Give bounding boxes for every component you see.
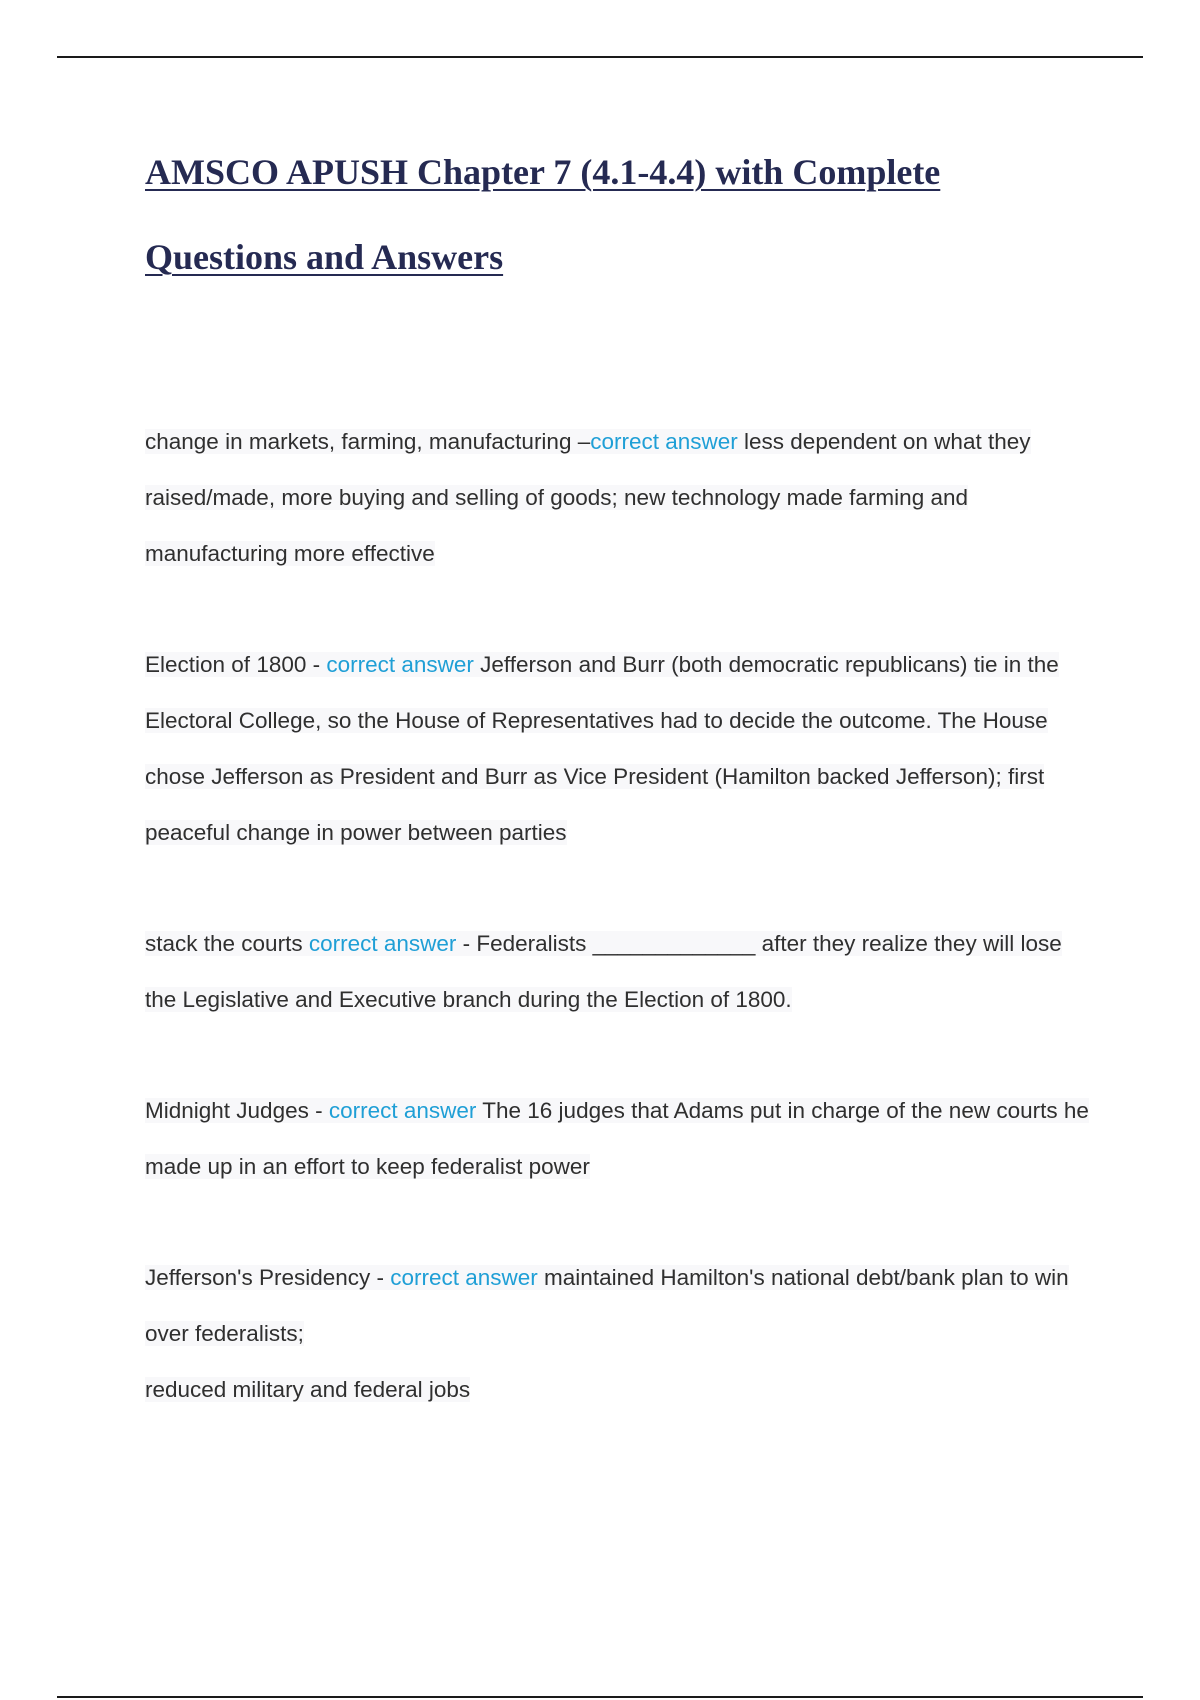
answer-tag: correct answer [590, 429, 738, 454]
answer-tag: correct answer [308, 931, 457, 956]
qa-term: change in markets, farming, manufacturing – [145, 429, 591, 454]
answer-tag: correct answer [390, 1265, 538, 1290]
qa-term: Election of 1800 - [145, 652, 327, 677]
title-line-1: AMSCO APUSH Chapter 7 (4.1-4.4) with Complete [145, 152, 941, 192]
answer-tag: correct answer [326, 652, 474, 677]
footer-rule [57, 1696, 1143, 1698]
qa-item-jefferson-presidency [145, 1250, 1095, 1418]
header-rule [57, 56, 1143, 58]
answer-tag: correct answer [328, 1098, 477, 1123]
document-title [145, 130, 1065, 300]
qa-term: stack the courts [145, 931, 309, 956]
qa-term: Jefferson's Presidency - [145, 1265, 391, 1290]
qa-answer: maintained Hamilton's national debt/bank plan to win over federalists; [145, 1265, 1069, 1346]
qa-item-markets [145, 414, 1095, 582]
qa-answer-line-2: reduced military and federal jobs [145, 1377, 471, 1402]
qa-item-stack-courts [145, 916, 1095, 1028]
qa-term: Midnight Judges - [145, 1098, 329, 1123]
qa-item-midnight-judges [145, 1083, 1095, 1195]
title-line-2: Questions and Answers [145, 237, 504, 277]
qa-answer: less dependent on what they raised/made, more buying and selling of goods; new technology made farming and manufacturing more effective [145, 429, 1031, 566]
qa-item-election-1800 [145, 637, 1095, 861]
qa-answer: The 16 judges that Adams put in charge of the new courts he made up in an effort to keep federalist power [145, 1098, 1089, 1179]
qa-answer: - Federalists _____________ after they realize they will lose the Legislative and Executive branch during the Election of 1800. [145, 931, 1062, 1012]
qa-list [145, 414, 1095, 1473]
qa-answer: Jefferson and Burr (both democratic republicans) tie in the Electoral College, so the House of Representatives had to decide the outcome. The House chose Jefferson as President and Burr as Vice President (Hamilton backed Jefferson); first peaceful change in power between parties [145, 652, 1059, 845]
